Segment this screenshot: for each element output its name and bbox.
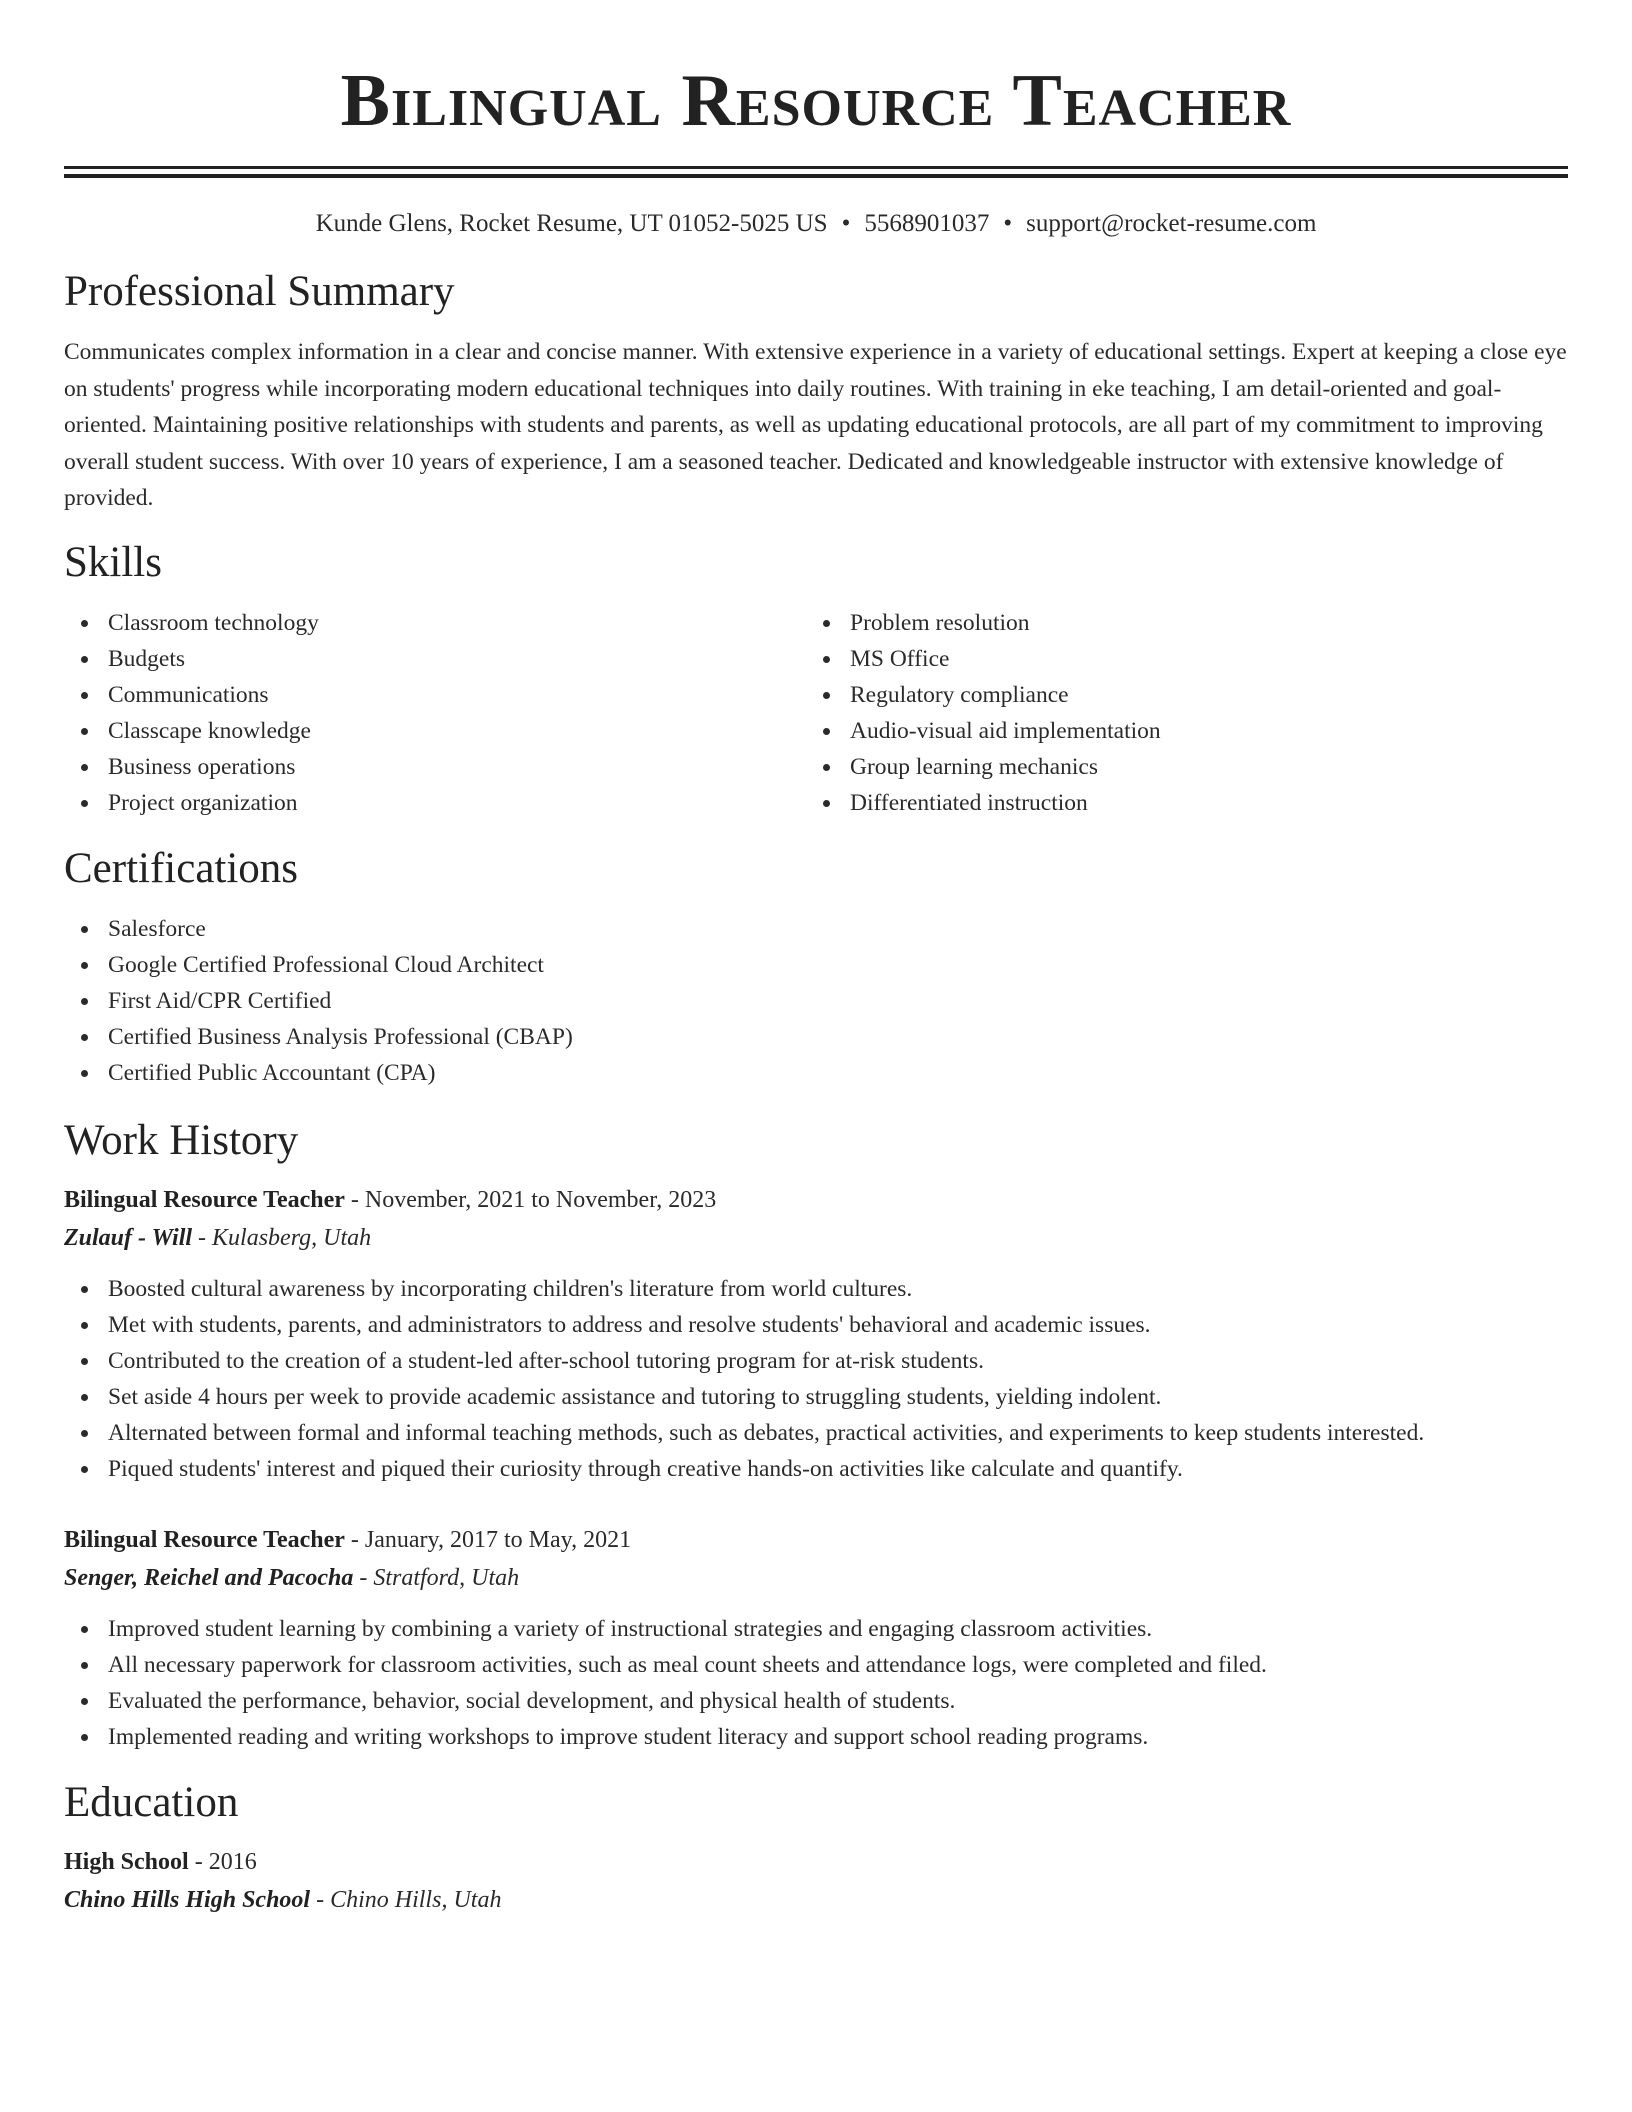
job-bullet: Piqued students' interest and piqued their curiosity through creative hands-on activities like calculate and quantify.: [64, 1451, 1568, 1487]
contact-phone: 5568901037: [864, 210, 990, 237]
job-dates: - November, 2021 to November, 2023: [344, 1186, 717, 1213]
job-title-line: [64, 1181, 1568, 1219]
resume-title: Bilingual Resource Teacher: [340, 60, 1292, 142]
job-bullet: Boosted cultural awareness by incorporating children's literature from world cultures.: [64, 1271, 1568, 1307]
job-entry: [64, 1521, 1568, 1755]
job-bullet: Evaluated the performance, behavior, social development, and physical health of students.: [64, 1683, 1568, 1719]
certification-item: First Aid/CPR Certified: [64, 983, 1568, 1019]
job-bullet: Set aside 4 hours per week to provide academic assistance and tutoring to struggling students, yielding indolent.: [64, 1379, 1568, 1415]
skills-grid: [64, 605, 1568, 821]
education-heading: Education: [64, 1778, 239, 1826]
skill-item: Regulatory compliance: [806, 677, 1548, 713]
skill-item: MS Office: [806, 641, 1548, 677]
work-history-heading: Work History: [64, 1116, 299, 1164]
skill-item: Problem resolution: [806, 605, 1548, 641]
employer-line: [64, 1219, 1568, 1257]
school-line: [64, 1881, 1568, 1919]
degree: High School: [64, 1848, 189, 1875]
title-divider: [64, 166, 1568, 178]
skill-item: Classroom technology: [64, 605, 806, 641]
employer-line: [64, 1559, 1568, 1597]
certification-item: Salesforce: [64, 911, 1568, 947]
job-bullet: Implemented reading and writing workshops to improve student literacy and support school reading programs.: [64, 1719, 1568, 1755]
skill-item: Business operations: [64, 749, 806, 785]
job-entry: [64, 1181, 1568, 1487]
employer-location: - Kulasberg, Utah: [192, 1224, 372, 1251]
skill-item: Project organization: [64, 785, 806, 821]
skill-item: Budgets: [64, 641, 806, 677]
certifications-heading: Certifications: [64, 844, 299, 892]
contact-address: Kunde Glens, Rocket Resume, UT 01052-5025 US: [315, 210, 828, 237]
skill-item: Differentiated instruction: [806, 785, 1548, 821]
job-bullet: Contributed to the creation of a student-led after-school tutoring program for at-risk students.: [64, 1343, 1568, 1379]
job-bullet: All necessary paperwork for classroom activities, such as meal count sheets and attendance logs, were completed and filed.: [64, 1647, 1568, 1683]
skills-heading: Skills: [64, 538, 162, 586]
certification-item: Certified Business Analysis Professional (CBAP): [64, 1019, 1568, 1055]
skill-item: Audio-visual aid implementation: [806, 713, 1548, 749]
certification-item: Google Certified Professional Cloud Architect: [64, 947, 1568, 983]
skills-column-left: [64, 605, 806, 821]
degree-line: [64, 1843, 1568, 1881]
job-bullets: [64, 1271, 1568, 1487]
job-bullets: [64, 1611, 1568, 1755]
job-bullet: Improved student learning by combining a variety of instructional strategies and engaging classroom activities.: [64, 1611, 1568, 1647]
skills-column-right: [806, 605, 1548, 821]
skill-item: Classcape knowledge: [64, 713, 806, 749]
school-name: Chino Hills High School: [64, 1886, 311, 1913]
summary-heading: Professional Summary: [64, 268, 455, 315]
contact-separator: •: [841, 210, 851, 237]
summary-text: Communicates complex information in a clear and concise manner. With extensive experience in a variety of educational settings. Expert at keeping a close eye on students' progress while incorporating modern educational techniques into daily routines. With training in eke teaching, I am detail-oriented and goal-oriented. Maintaining positive relationships with students and parents, as well as updating educational protocols, are all part of my commitment to improving overall student success. With over 10 years of experience, I am a seasoned teacher. Dedicated and knowledgeable instructor with extensive knowledge of provided.: [64, 339, 1567, 511]
contact-email: support@rocket-resume.com: [1026, 210, 1317, 237]
contact-line: [64, 208, 1568, 240]
employer-name: Zulauf - Will: [64, 1224, 193, 1251]
employer-name: Senger, Reichel and Pacocha: [64, 1564, 354, 1591]
job-bullet: Alternated between formal and informal teaching methods, such as debates, practical activities, and experiments to keep students interested.: [64, 1415, 1568, 1451]
employer-location: - Stratford, Utah: [353, 1564, 520, 1591]
job-dates: - January, 2017 to May, 2021: [344, 1526, 632, 1553]
job-title: Bilingual Resource Teacher: [64, 1526, 345, 1553]
certifications-list: [64, 911, 1568, 1091]
job-title-line: [64, 1521, 1568, 1559]
contact-separator: •: [1003, 210, 1013, 237]
graduation-year: - 2016: [188, 1848, 257, 1875]
education-entry: [64, 1843, 1568, 1919]
job-title: Bilingual Resource Teacher: [64, 1186, 345, 1213]
skill-item: Communications: [64, 677, 806, 713]
job-bullet: Met with students, parents, and administrators to address and resolve students' behavioral and academic issues.: [64, 1307, 1568, 1343]
skill-item: Group learning mechanics: [806, 749, 1548, 785]
certification-item: Certified Public Accountant (CPA): [64, 1055, 1568, 1091]
school-location: - Chino Hills, Utah: [310, 1886, 502, 1913]
